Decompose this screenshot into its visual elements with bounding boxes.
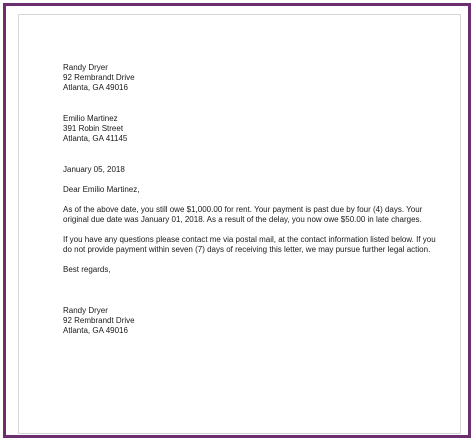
closing: Best regards, [63, 265, 111, 274]
body-paragraph-2-line-2: do not provide payment within seven (7) days of receiving this letter, we may pursue further legal action. [63, 245, 431, 254]
body-paragraph-2 [63, 235, 443, 255]
sender-name: Randy Dryer [63, 63, 108, 72]
body-paragraph-1 [63, 205, 443, 225]
letter-body [63, 63, 443, 336]
body-paragraph-1-line-2: original due date was January 01, 2018. As a result of the delay, you now owe $50.00 in late charges. [63, 215, 422, 224]
recipient-address-line2: Atlanta, GA 41145 [63, 134, 128, 143]
sender-address-line2: Atlanta, GA 49016 [63, 83, 128, 92]
signature-address-line2: Atlanta, GA 49016 [63, 326, 128, 335]
document-frame [3, 3, 471, 438]
signature-name: Randy Dryer [63, 306, 108, 315]
signature-block [63, 306, 443, 336]
letter-page [18, 14, 461, 434]
recipient-address-line1: 391 Robin Street [63, 124, 124, 133]
body-paragraph-1-line-1: As of the above date, you still owe $1,000.00 for rent. Your payment is past due by four (4) days. Your [63, 205, 423, 214]
letter-date: January 05, 2018 [63, 165, 125, 174]
signature-address-line1: 92 Rembrandt Drive [63, 316, 135, 325]
salutation: Dear Emilio Martinez, [63, 185, 140, 194]
recipient-name: Emilio Martinez [63, 114, 118, 123]
sender-block [63, 63, 443, 93]
recipient-block [63, 114, 443, 144]
sender-address-line1: 92 Rembrandt Drive [63, 73, 135, 82]
body-paragraph-2-line-1: If you have any questions please contact me via postal mail, at the contact information listed below. If you [63, 235, 436, 244]
